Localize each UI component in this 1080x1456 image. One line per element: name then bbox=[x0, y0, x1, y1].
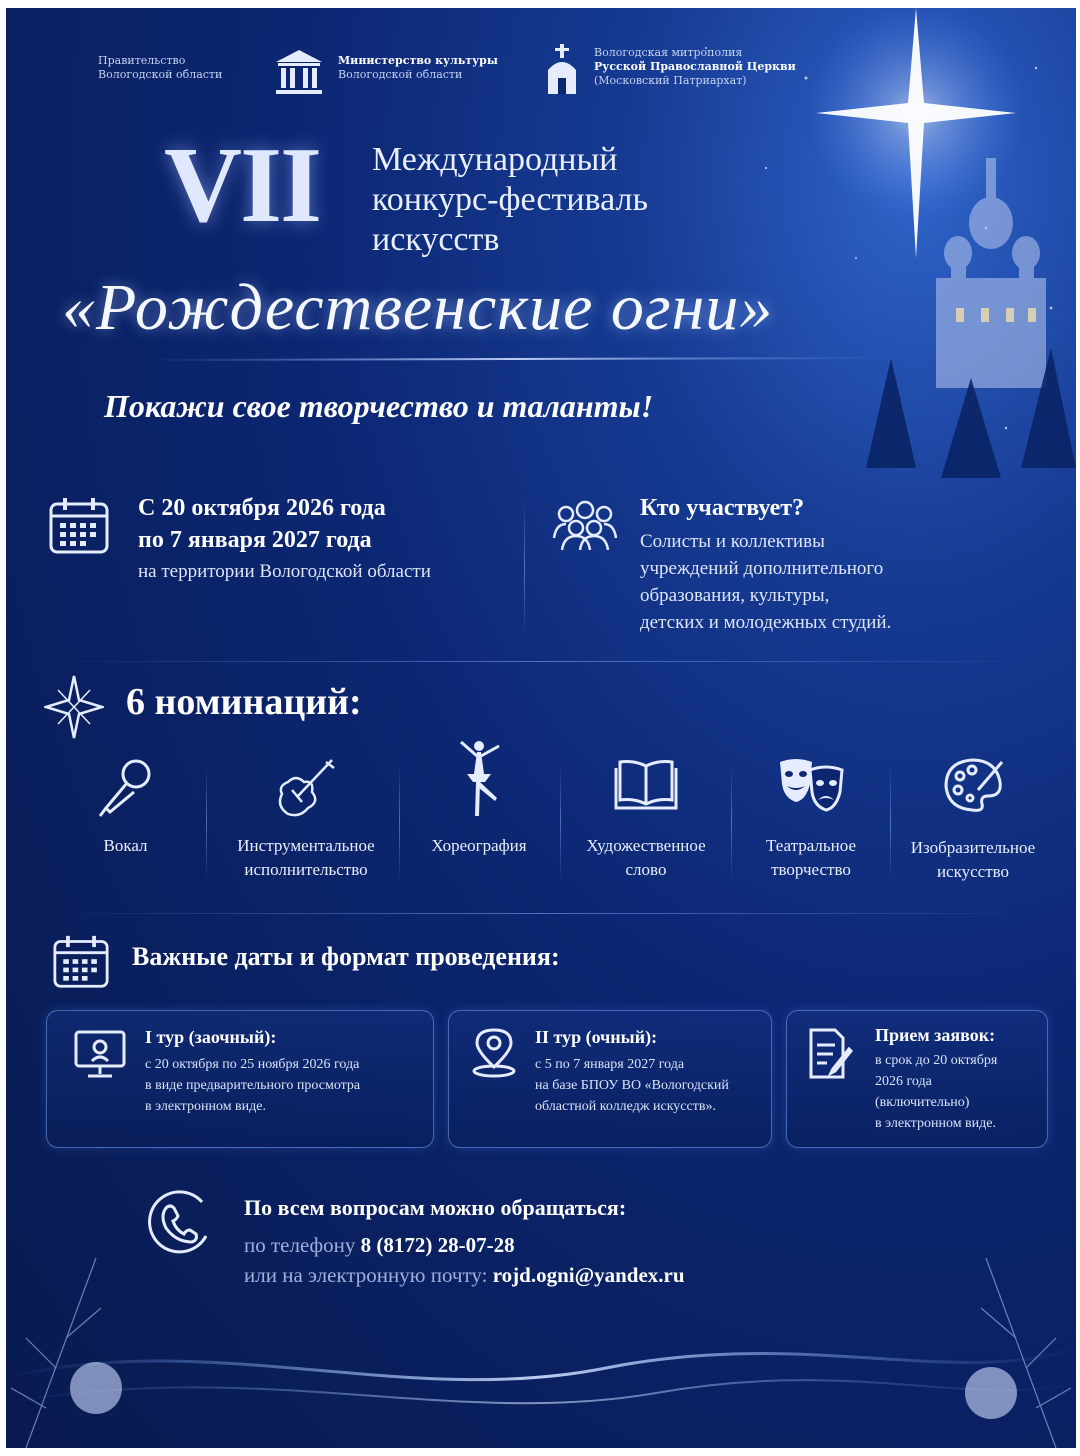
nomination-label-line1: Инструментальное bbox=[237, 836, 375, 855]
card-line1: с 5 по 7 января 2027 года bbox=[535, 1057, 685, 1072]
location-pin-icon bbox=[469, 1027, 519, 1079]
card-line2: на базе БПОУ ВО «Вологодский bbox=[535, 1078, 729, 1093]
logo-church-line2: Русской Православной Церкви bbox=[594, 60, 796, 73]
logo-gov-line2: Вологодской области bbox=[98, 68, 223, 81]
email-address[interactable]: rojd.ogni@yandex.ru bbox=[492, 1263, 685, 1287]
nomination-divider bbox=[206, 764, 207, 880]
festival-name: «Рождественские огни» bbox=[62, 271, 774, 344]
nomination-divider bbox=[560, 764, 561, 880]
book-icon bbox=[614, 756, 678, 812]
slogan: Покажи свое творчество и таланты! bbox=[104, 388, 654, 424]
participants-line4: детских и молодежных студий. bbox=[640, 612, 892, 633]
participants-line3: образования, культуры, bbox=[640, 585, 830, 606]
card-round-2 bbox=[448, 1010, 772, 1148]
dates-block bbox=[138, 492, 431, 585]
nomination-vocal bbox=[68, 756, 183, 886]
document-edit-icon bbox=[805, 1027, 855, 1081]
nomination-label-line2: исполнительство bbox=[244, 860, 368, 879]
subtitle-line3: искусств bbox=[372, 221, 500, 258]
logo-ministry-line2: Вологодской области bbox=[338, 68, 463, 81]
nomination-label-line1: Вокал bbox=[103, 836, 148, 855]
card-line1: с 20 октября по 25 ноября 2026 года bbox=[145, 1057, 360, 1072]
card-title: Прием заявок: bbox=[875, 1025, 996, 1045]
nomination-label-line2: творчество bbox=[771, 860, 851, 879]
nomination-instrumental bbox=[216, 756, 396, 886]
logo-church-line1: Вологодская митрополия bbox=[594, 46, 743, 59]
star-icon bbox=[44, 674, 104, 740]
nomination-artistic-word bbox=[572, 756, 720, 886]
dates-line1: С 20 октября 2026 года bbox=[138, 495, 386, 521]
logo-gov-line1: Правительство bbox=[98, 54, 186, 67]
dates-line3: на территории Вологодской области bbox=[138, 561, 431, 582]
card-line2: в виде предварительного просмотра bbox=[145, 1078, 361, 1093]
nomination-divider bbox=[731, 764, 732, 880]
theater-masks-icon bbox=[776, 756, 846, 814]
logo-church-line3: (Московский Патриархат) bbox=[594, 74, 747, 87]
email-label: или на электронную почту: bbox=[244, 1263, 493, 1287]
contacts-block bbox=[244, 1192, 685, 1290]
card-title: I тур (заочный): bbox=[145, 1027, 277, 1047]
nomination-fine-arts bbox=[898, 756, 1048, 886]
card-line3: (включительно) bbox=[875, 1095, 970, 1110]
logo-ministry bbox=[338, 54, 498, 82]
participants-line1: Солисты и коллективы bbox=[640, 531, 825, 552]
nomination-label-line1: Театральное bbox=[765, 836, 856, 855]
logo-ministry-line1: Министерство культуры bbox=[338, 54, 498, 67]
microphone-icon bbox=[96, 756, 156, 818]
nomination-label-line1: Хореография bbox=[431, 836, 527, 855]
divider-horizontal-1 bbox=[46, 661, 1046, 662]
logo-government bbox=[98, 54, 222, 82]
subtitle-line1: Международный bbox=[372, 141, 618, 178]
nomination-theater bbox=[742, 756, 880, 886]
divider-vertical bbox=[524, 498, 525, 638]
calendar-icon bbox=[48, 496, 110, 556]
nomination-divider bbox=[399, 764, 400, 880]
card-line2: 2026 года bbox=[875, 1074, 932, 1089]
ballerina-icon bbox=[451, 738, 507, 818]
participants-heading: Кто участвует? bbox=[640, 495, 805, 521]
divider-horizontal-2 bbox=[46, 913, 1046, 914]
calendar-icon bbox=[52, 934, 110, 990]
festival-subtitle bbox=[372, 140, 648, 260]
nomination-choreography bbox=[411, 738, 547, 886]
card-title: II тур (очный): bbox=[535, 1027, 658, 1047]
card-round-1 bbox=[46, 1010, 434, 1148]
monitor-icon bbox=[73, 1029, 127, 1079]
phone-icon bbox=[146, 1188, 216, 1258]
subtitle-line2: конкурс-фестиваль bbox=[372, 181, 649, 218]
nomination-divider bbox=[890, 764, 891, 880]
nomination-label-line1: Изобразительное bbox=[910, 838, 1036, 857]
logo-church bbox=[594, 46, 796, 88]
card-line1: в срок до 20 октября bbox=[875, 1053, 998, 1068]
important-heading: Важные даты и формат проведения: bbox=[132, 942, 560, 971]
church-icon bbox=[542, 44, 582, 96]
palette-icon bbox=[942, 756, 1004, 814]
group-people-icon bbox=[552, 498, 618, 552]
card-line3: в электронном виде. bbox=[145, 1099, 266, 1114]
violin-icon bbox=[274, 756, 338, 818]
nomination-label-line1: Художественное bbox=[586, 836, 706, 855]
participants-block bbox=[640, 492, 891, 636]
phone-label: по телефону bbox=[244, 1233, 361, 1257]
ministry-building-icon bbox=[274, 48, 324, 96]
poster bbox=[6, 8, 1076, 1448]
card-line3: областной колледж искусств». bbox=[535, 1099, 716, 1114]
edition-numeral: VII bbox=[164, 126, 321, 245]
phone-number[interactable]: 8 (8172) 28-07-28 bbox=[360, 1233, 515, 1257]
participants-line2: учреждений дополнительного bbox=[640, 558, 884, 579]
card-line4: в электронном виде. bbox=[875, 1116, 996, 1131]
nominations-heading: 6 номинаций: bbox=[126, 681, 362, 723]
dates-line2: по 7 января 2027 года bbox=[138, 527, 372, 553]
nomination-label-line2: искусство bbox=[936, 862, 1010, 881]
nomination-label-line2: слово bbox=[625, 860, 667, 879]
contacts-heading: По всем вопросам можно обращаться: bbox=[244, 1195, 627, 1220]
card-applications bbox=[786, 1010, 1048, 1148]
